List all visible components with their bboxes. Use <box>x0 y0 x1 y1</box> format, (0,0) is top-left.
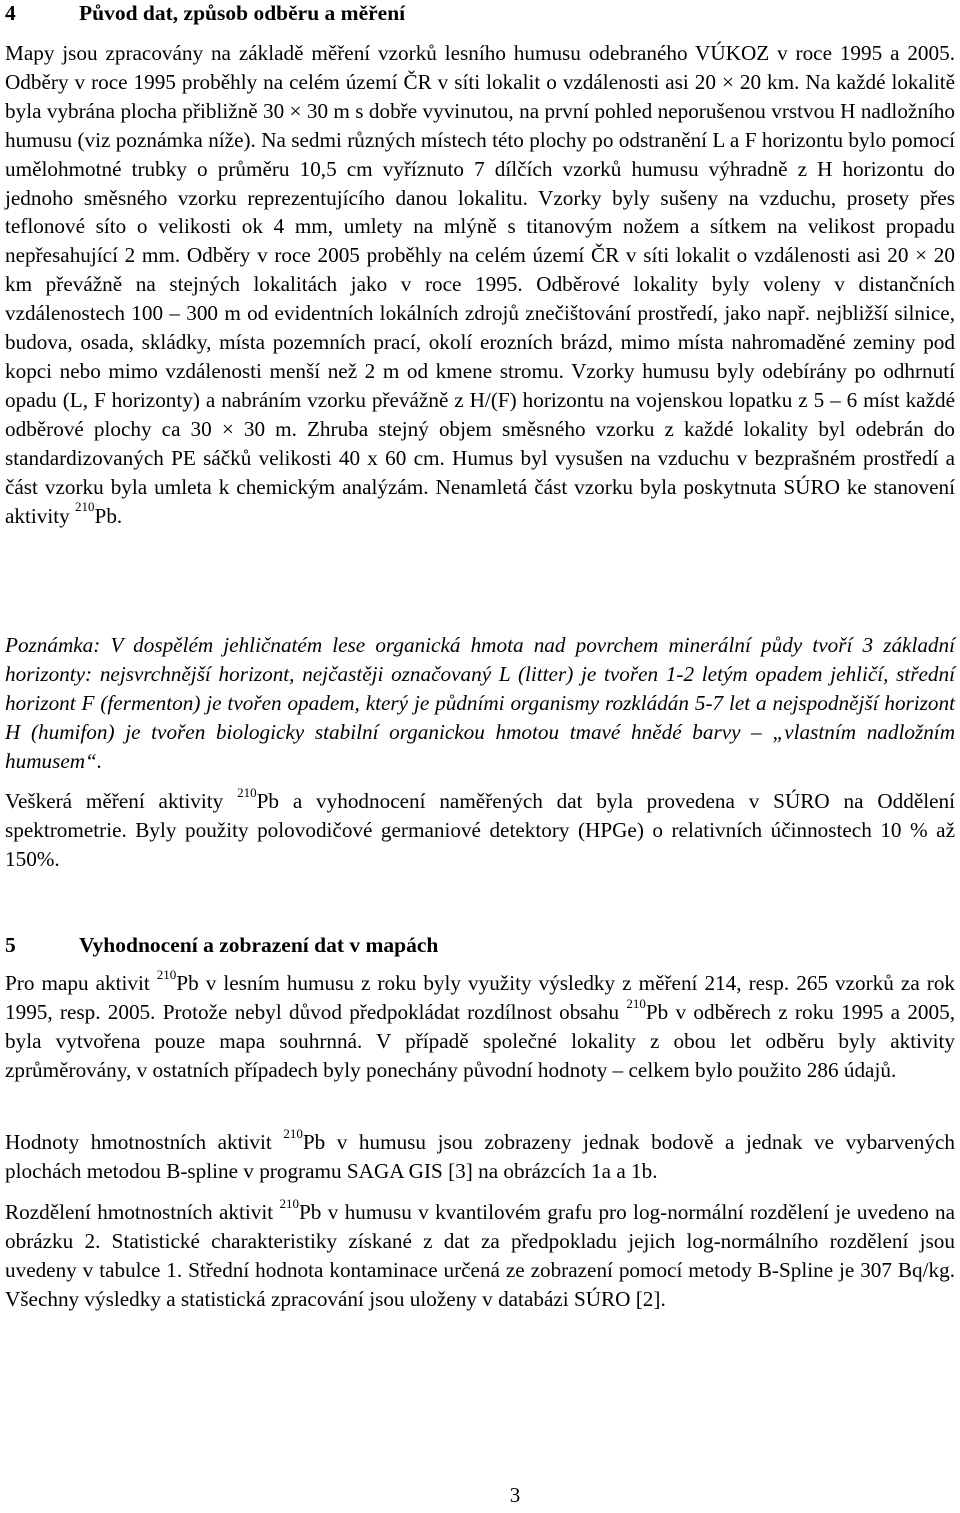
section-5-paragraph-3 <box>5 1195 956 1314</box>
section-5-number: 5 <box>5 933 16 957</box>
section-5-paragraph-3-lead: Rozdělení hmotnostních aktivit <box>5 1200 274 1224</box>
section-4-heading <box>5 0 405 26</box>
section-4-title: Původ dat, způsob odběru a měření <box>79 1 406 25</box>
element-symbol: Pb. <box>94 503 123 528</box>
isotope-superscript: 210 <box>626 995 646 1011</box>
section-4-paragraph-1 <box>5 39 955 530</box>
note-paragraph <box>5 631 955 776</box>
section-4-number: 4 <box>5 1 16 25</box>
isotope-superscript: 210 <box>283 1125 303 1141</box>
section-4-paragraph-2 <box>5 784 956 874</box>
section-5-title: Vyhodnocení a zobrazení dat v mapách <box>79 933 439 957</box>
note-text: Poznámka: V dospělém jehličnatém lese organická hmota nad povrchem minerální půdy tvoří 3 základní horizonty: nejsvrchnější horizont, nejčastěji označovaný L (litter) je tvořen 1-2 letým opadem jehličí, střední horizont F (fermenton) je tvořen opadem, který je půdními organismy rozkládán 5-7 let a nejspodnější horizont H (humifon) je tvořen biologicky stabilní organickou hmotou tmavé hnědé barvy – „vlastním nadložním humusem“. <box>5 633 955 773</box>
section-4-paragraph-2-lead: Veškerá měření aktivity <box>5 789 224 813</box>
isotope-superscript: 210 <box>279 1195 299 1211</box>
section-5-heading <box>5 932 438 958</box>
section-5-paragraph-1-mid: Pb v lesním humusu z roku byly využity výsledky z měření 214, resp. 265 vzorků za rok 1995, resp. 2005. Protože nebyl důvod předpokládat rozdílnost obsahu <box>5 971 956 1024</box>
section-5-paragraph-2-rest: Pb v humusu jsou zobrazeny jednak bodově a jednak ve vybarvených plochách metodou B-spline v programu SAGA GIS [3] na obrázcích 1a a 1b. <box>5 1130 955 1183</box>
isotope-superscript: 210 <box>75 499 95 515</box>
page-number: 3 <box>509 1483 521 1507</box>
section-5-paragraph-2 <box>5 1125 955 1186</box>
section-4-paragraph-2-rest: Pb a vyhodnocení naměřených dat byla provedena v SÚRO na Oddělení spektrometrie. Byly použity polovodičové germaniové detektory (HPGe) o relativních účinnostech 10 % až 150%. <box>5 789 956 871</box>
isotope-superscript: 210 <box>237 784 257 800</box>
section-5-paragraph-1-lead: Pro mapu aktivit <box>5 971 150 995</box>
section-4-paragraph-1-text: Mapy jsou zpracovány na základě měření vzorků lesního humusu odebraného VÚKOZ v roce 1995 a 2005. Odběry v roce 1995 proběhly na celém území ČR v síti lokalit o vzdálenosti asi 20 × 20 km. Na každé lokalitě byla vybrána plocha přibližně 30 × 30 m s dobře vyvinutou, na první pohled neporušenou vrstvou H nadložního humusu (viz poznámka níže). Na sedmi různých místech této plochy po odstranění L a F horizontu bylo pomocí umělohmotné trubky o průměru 10,5 cm vyříznuto 7 dílčích vzorků humusu výhradně z H horizontu do jednoho směsného vzorku reprezentujícího danou lokalitu. Vzorky byly sušeny na vzduchu, prosety přes teflonové síto o velikosti ok 4 mm, umlety na mlýně s titanovým nožem a sítkem na velikost propadu nepřesahující 2 mm. Odběry v roce 2005 proběhly na celém území ČR v síti lokalit o vzdálenosti asi 20 × 20 km převážně na stejných lokalitách jako v roce 1995. Odběrové lokality byly voleny v distančních vzdálenostech 100 – 300 m od evidentních lokálních zdrojů znečištování prostředí, jako např. nejbližší silnice, budova, osada, skládky, místa pozemních prací, okolí erozních brázd, mimo místa nahromaděné zeminy pod kopci nebo mimo vzdálenosti menší než 2 m od kmene stromu. Vzorky humusu byly odebírány po odhrnutí opadu (L, F horizonty) a nabráním vzorku převážně z H/(F) horizontu na vojenskou lopatku z 5 – 6 míst každé odběrové plochy ca 30 × 30 m. Zhruba stejný objem směsného vzorku z každé lokality byl odebrán do standardizovaných PE sáčků velikosti 40 x 60 cm. Humus byl vysušen na vzduchu v bezprašném prostředí a část vzorku byla umleta k chemickým analýzám. Nenamletá část vzorku byla poskytnuta SÚRO ke stanovení aktivity <box>5 41 955 528</box>
section-5-paragraph-1 <box>5 966 956 1085</box>
isotope-superscript: 210 <box>156 966 177 982</box>
section-5-paragraph-1-rest: Pb v odběrech z roku 1995 a 2005, byla vytvořena pouze mapa souhrnná. V případě společné lokality z obou let odběru byly aktivity zprůměrovány, v ostatních případech byly ponechány původní hodnoty – celkem bylo použito 286 údajů. <box>5 999 955 1082</box>
section-5-paragraph-3-rest: Pb v humusu v kvantilovém grafu pro log-normální rozdělení je uvedeno na obrázku 2. Statistické charakteristiky získané z dat za předpokladu jejich log-normálního rozdělení jsou uvedeny v tabulce 1. Střední hodnota kontaminace určená ze zobrazení pomocí metody B-Spline je 307 Bq/kg. Všechny výsledky a statistická zpracování jsou uloženy v databázi SÚRO [2]. <box>5 1200 956 1311</box>
section-5-paragraph-2-lead: Hodnoty hmotnostních aktivit <box>5 1130 272 1154</box>
